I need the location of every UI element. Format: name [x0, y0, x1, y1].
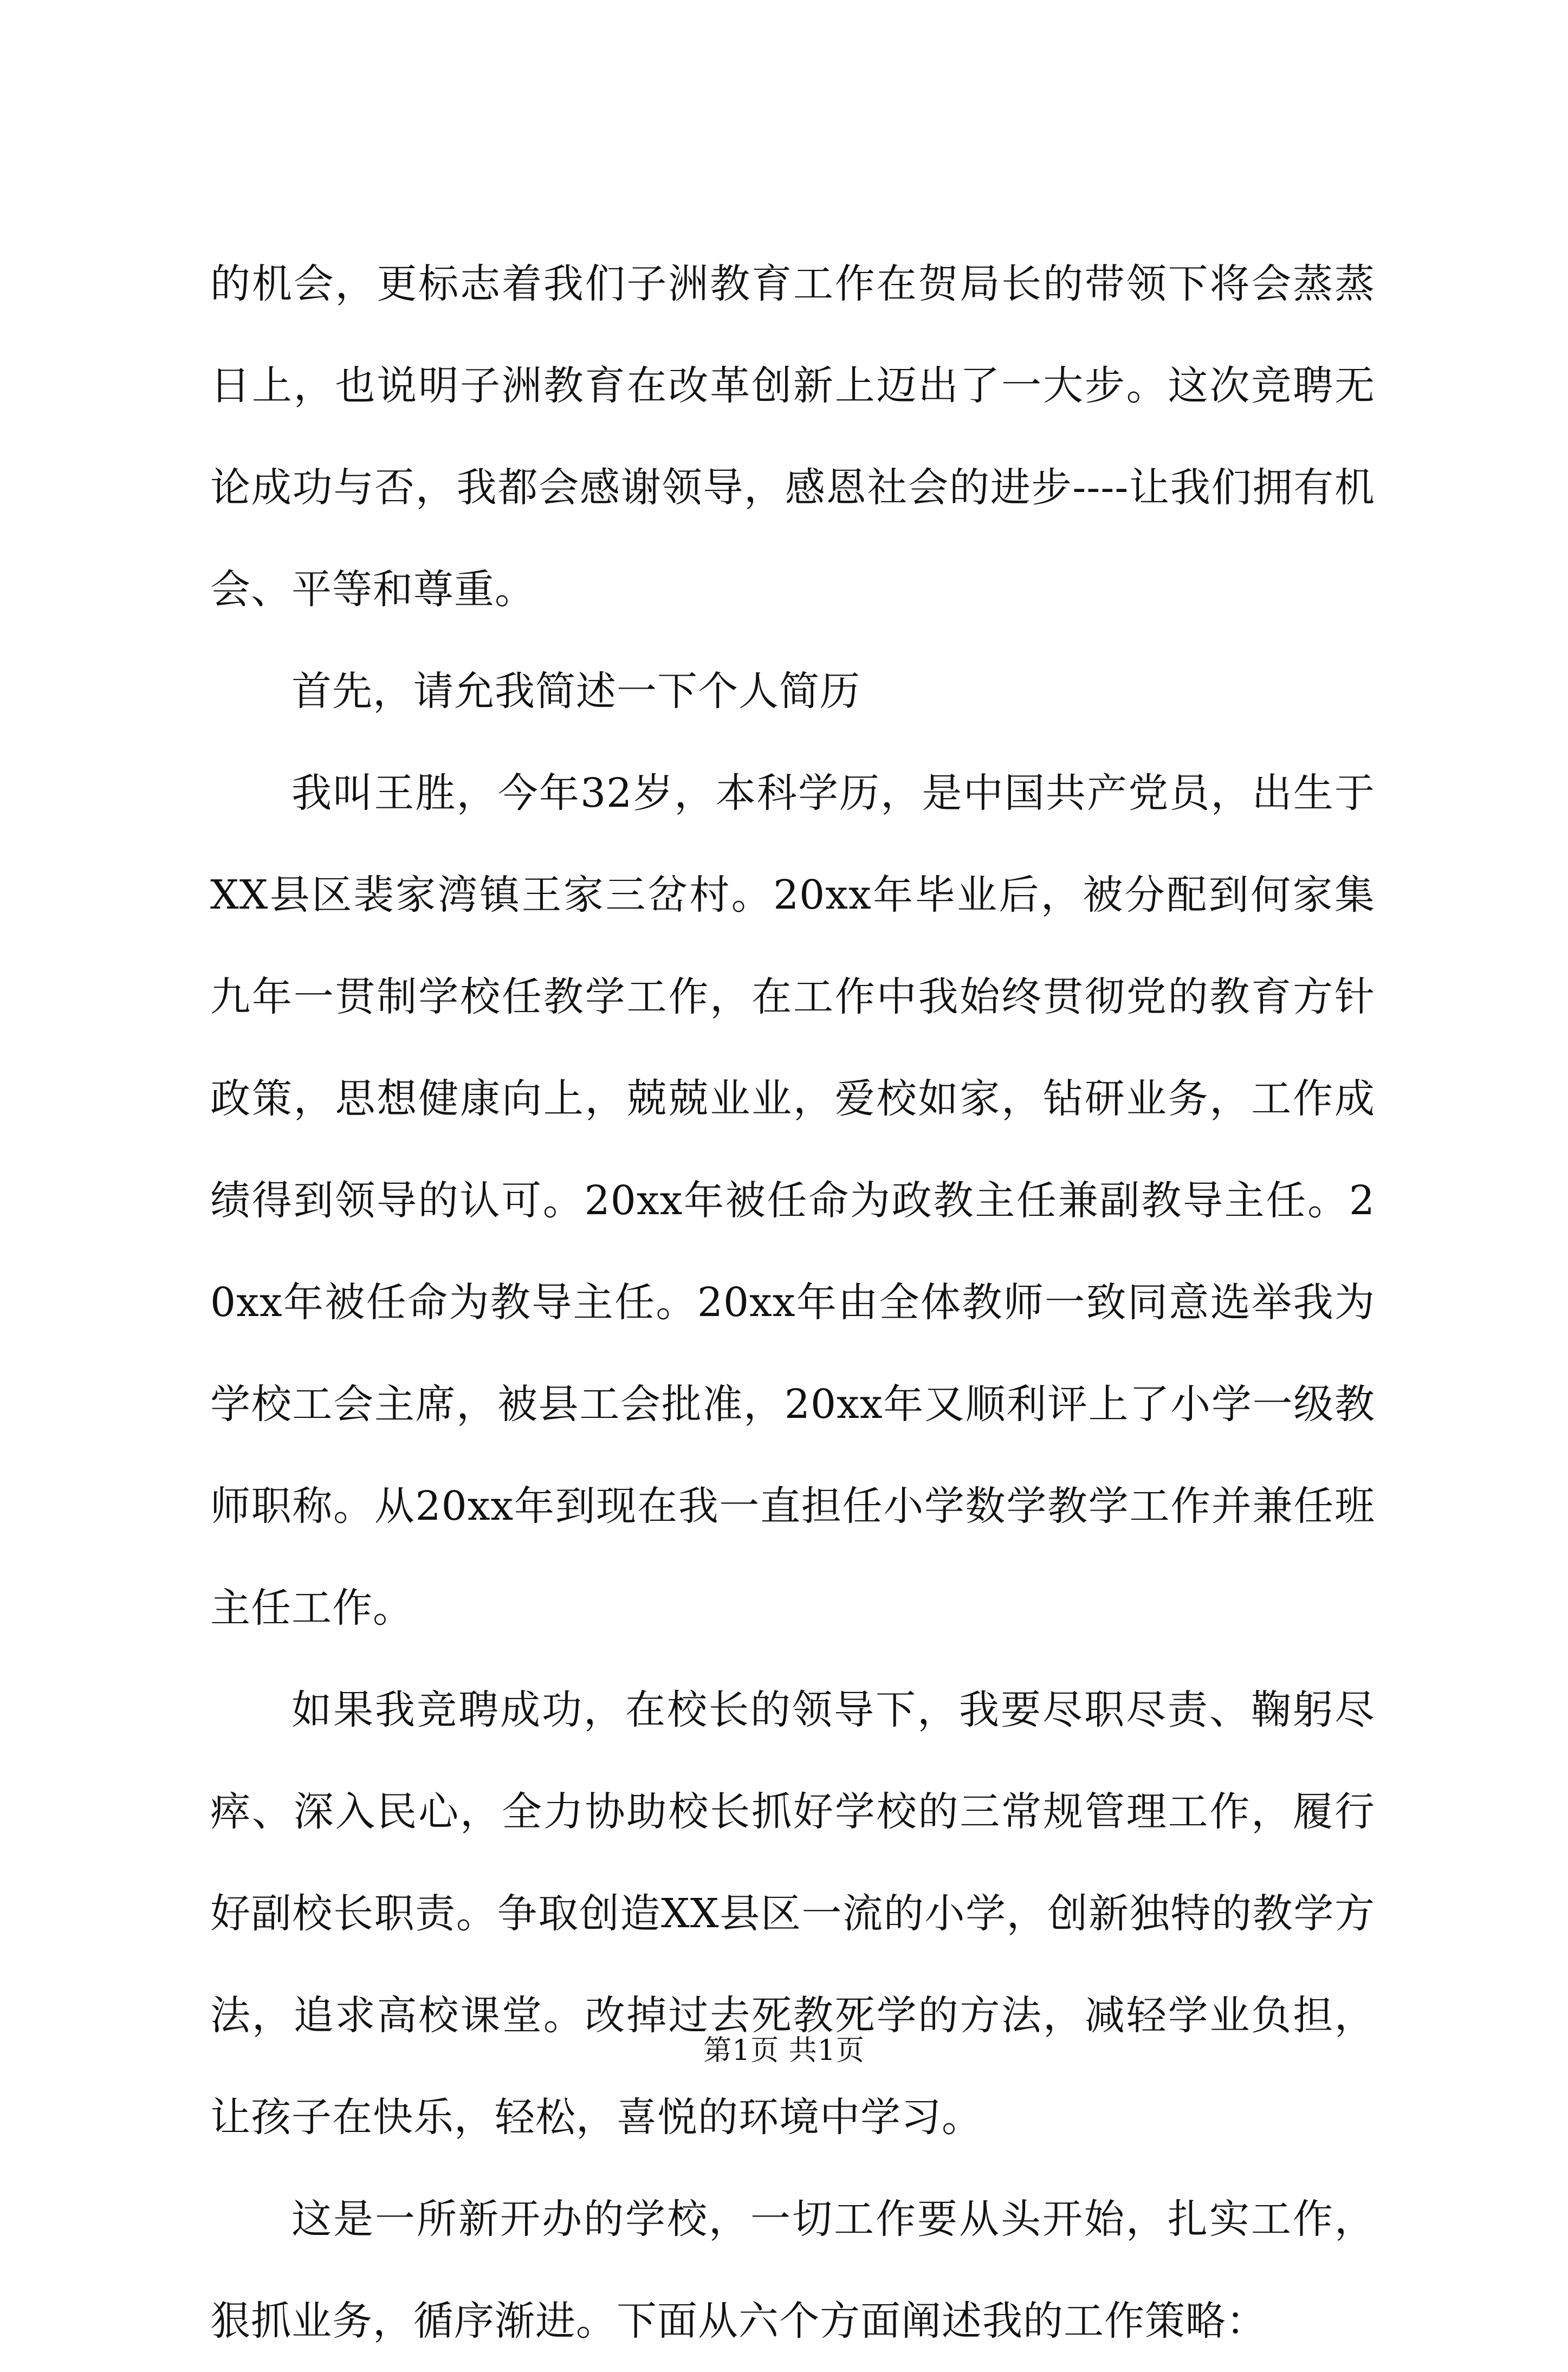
- paragraph-resume-intro: 首先，请允我简述一下个人简历: [291, 668, 860, 715]
- paragraph-opening: 的机会，更标志着我们子洲教育工作在贺局长的带领下将会蒸蒸日上，也说明子洲教育在改革创新上迈出了一大步。这次竞聘无论成功与否，我都会感谢领导，感恩社会的进步----让我们拥有机会、平等和尊重。: [210, 261, 1375, 613]
- paragraph-strategy: 这是一所新开办的学校，一切工作要从头开始，扎实工作，狠抓业务，循序渐进。下面从六个方面阐述我的工作策略：: [210, 2196, 1375, 2344]
- paragraph-resume: 我叫王胜，今年32岁，本科学历，是中国共产党员，出生于XX县区裴家湾镇王家三岔村。20xx年毕业后，被分配到何家集九年一贯制学校任教学工作，在工作中我始终贯彻党的教育方针政策，思想健康向上，兢兢业业，爱校如家，钻研业务，工作成绩得到领导的认可。20xx年被任命为政教主任兼副教导主任。20xx年被任命为教导主任。20xx年由全体教师一致同意选举我为学校工会主席，被县工会批准，20xx年又顺利评上了小学一级教师职称。从20xx年到现在我一直担任小学数学教学工作并兼任班主任工作。: [210, 770, 1375, 1631]
- paragraph-goals: 如果我竞聘成功，在校长的领导下，我要尽职尽责、鞠躬尽瘁、深入民心，全力协助校长抓好学校的三常规管理工作，履行好副校长职责。争取创造XX县区一流的小学，创新独特的教学方法，追求高校课堂。改掉过去死教死学的方法，减轻学业负担，让孩子在快乐，轻松，喜悦的环境中学习。: [210, 1687, 1375, 2141]
- page-number-footer: 第1页 共1页: [703, 2034, 865, 2067]
